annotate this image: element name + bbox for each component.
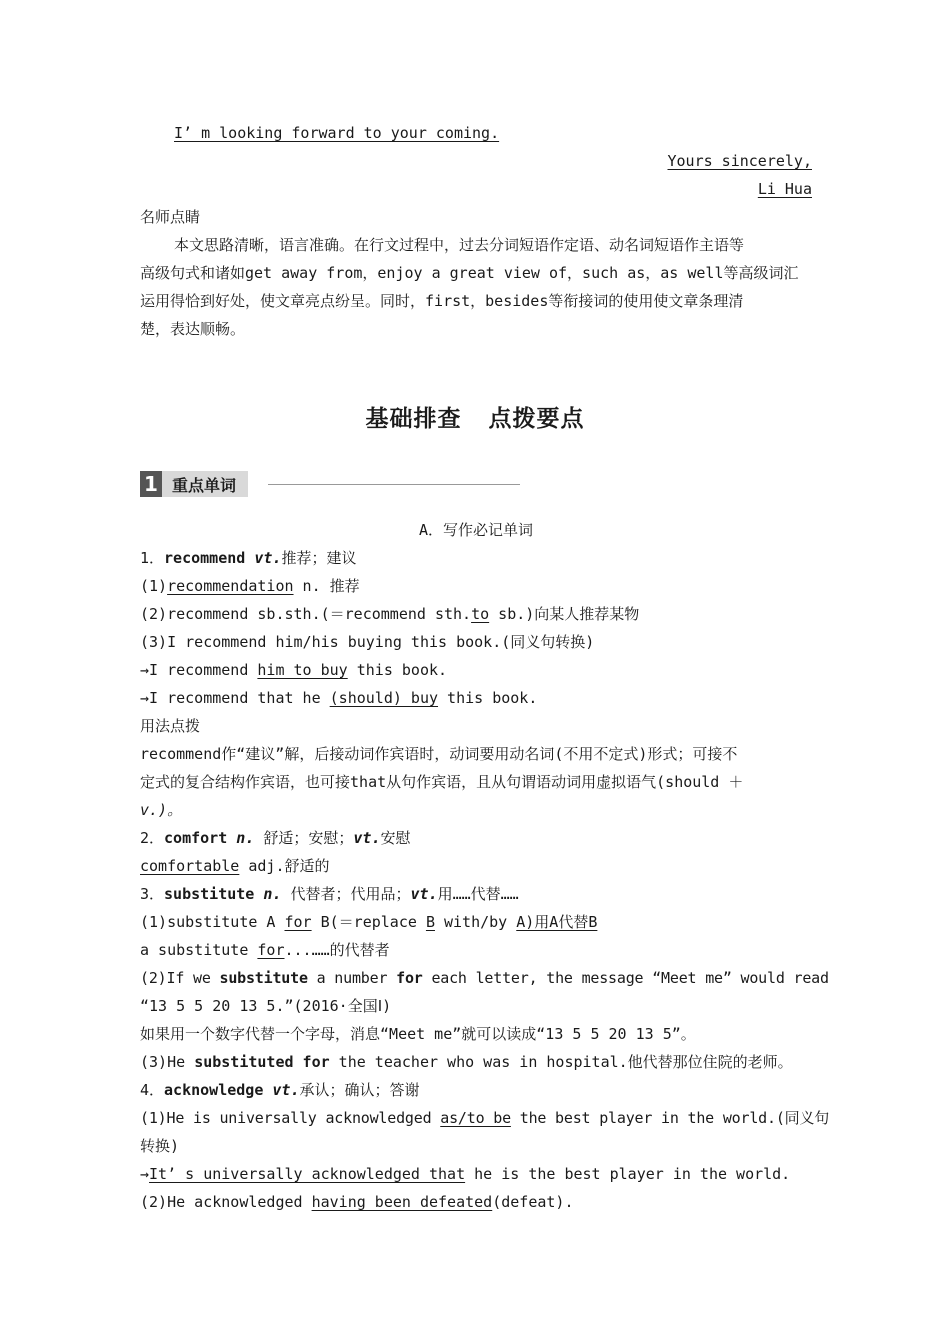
- example-line: →I recommend that he (should) buy this book.: [140, 689, 538, 707]
- comment-heading: 名师点睛: [140, 208, 201, 226]
- word-entry-acknowledge: 4．acknowledge vt.承认；确认；答谢: [140, 1081, 420, 1099]
- word-entry-recommend: 1．recommend vt.推荐；建议: [140, 549, 357, 567]
- comment-paragraph-line: 运用得恰到好处，使文章亮点纷呈。同时，first，besides等衔接词的使用使文章条理清: [140, 292, 744, 310]
- example-line: →I recommend him to buy this book.: [140, 661, 448, 679]
- usage-heading: 用法点拨: [140, 717, 201, 735]
- example-line: a substitute for...……的代替者: [140, 941, 390, 959]
- section-label: 重点单词: [162, 471, 248, 497]
- usage-line: recommend作“建议”解，后接动词作宾语时，动词要用动名词(不用不定式)形式；可接不: [140, 745, 738, 763]
- example-line: (2)He acknowledged having been defeated(defeat).: [140, 1193, 574, 1211]
- example-line: comfortable adj.舒适的: [140, 857, 330, 875]
- example-line: (3)I recommend him/his buying this book.(同义句转换): [140, 633, 595, 651]
- usage-line: v.)。: [140, 801, 183, 819]
- section-number: 1: [140, 471, 162, 497]
- example-line: (2)recommend sb.sth.(＝recommend sth.to sb.)向某人推荐某物: [140, 605, 640, 623]
- letter-name: Li Hua: [757, 180, 812, 198]
- comment-paragraph-line: 高级句式和诸如get away from，enjoy a great view of，such as，as well等高级词汇: [140, 264, 799, 282]
- example-line: (1)substitute A for B(＝replace B with/by A)用A代替B: [140, 913, 598, 931]
- section-header: [140, 471, 248, 497]
- letter-closing-line: I’ m looking forward to your coming.: [174, 124, 500, 142]
- example-line: (3)He substituted for the teacher who was in hospital.他代替那位住院的老师。: [140, 1053, 793, 1071]
- letter-signoff: Yours sincerely,: [667, 152, 812, 170]
- example-line: (1)recommendation n. 推荐: [140, 577, 360, 595]
- word-entry-substitute: 3．substitute n. 代替者；代用品；vt.用……代替……: [140, 885, 519, 903]
- example-line: (1)He is universally acknowledged as/to be the best player in the world.(同义句: [140, 1109, 830, 1127]
- example-line: →It’ s universally acknowledged that he is the best player in the world.: [140, 1165, 791, 1183]
- example-line: 转换): [140, 1137, 180, 1155]
- comment-paragraph-line: 本文思路清晰，语言准确。在行文过程中，过去分词短语作定语、动名词短语作主语等: [174, 236, 745, 254]
- usage-line: 定式的复合结构作宾语，也可接that从句作宾语，且从句谓语动词用虚拟语气(should ＋: [140, 773, 744, 791]
- example-translation: 如果用一个数字代替一个字母，消息“Meet me”就可以读成“13 5 5 20 13 5”。: [140, 1025, 696, 1043]
- section-divider: [268, 484, 520, 485]
- example-line: (2)If we substitute a number for each letter, the message “Meet me” would read: [140, 969, 829, 987]
- comment-paragraph-line: 楚，表达顺畅。: [140, 320, 246, 338]
- subsection-heading: A．写作必记单词: [418, 521, 534, 539]
- page-title: 基础排查 点拨要点: [365, 406, 585, 432]
- example-line: “13 5 5 20 13 5.”(2016·全国Ⅰ): [140, 997, 392, 1015]
- word-entry-comfort: 2．comfort n. 舒适；安慰；vt.安慰: [140, 829, 411, 847]
